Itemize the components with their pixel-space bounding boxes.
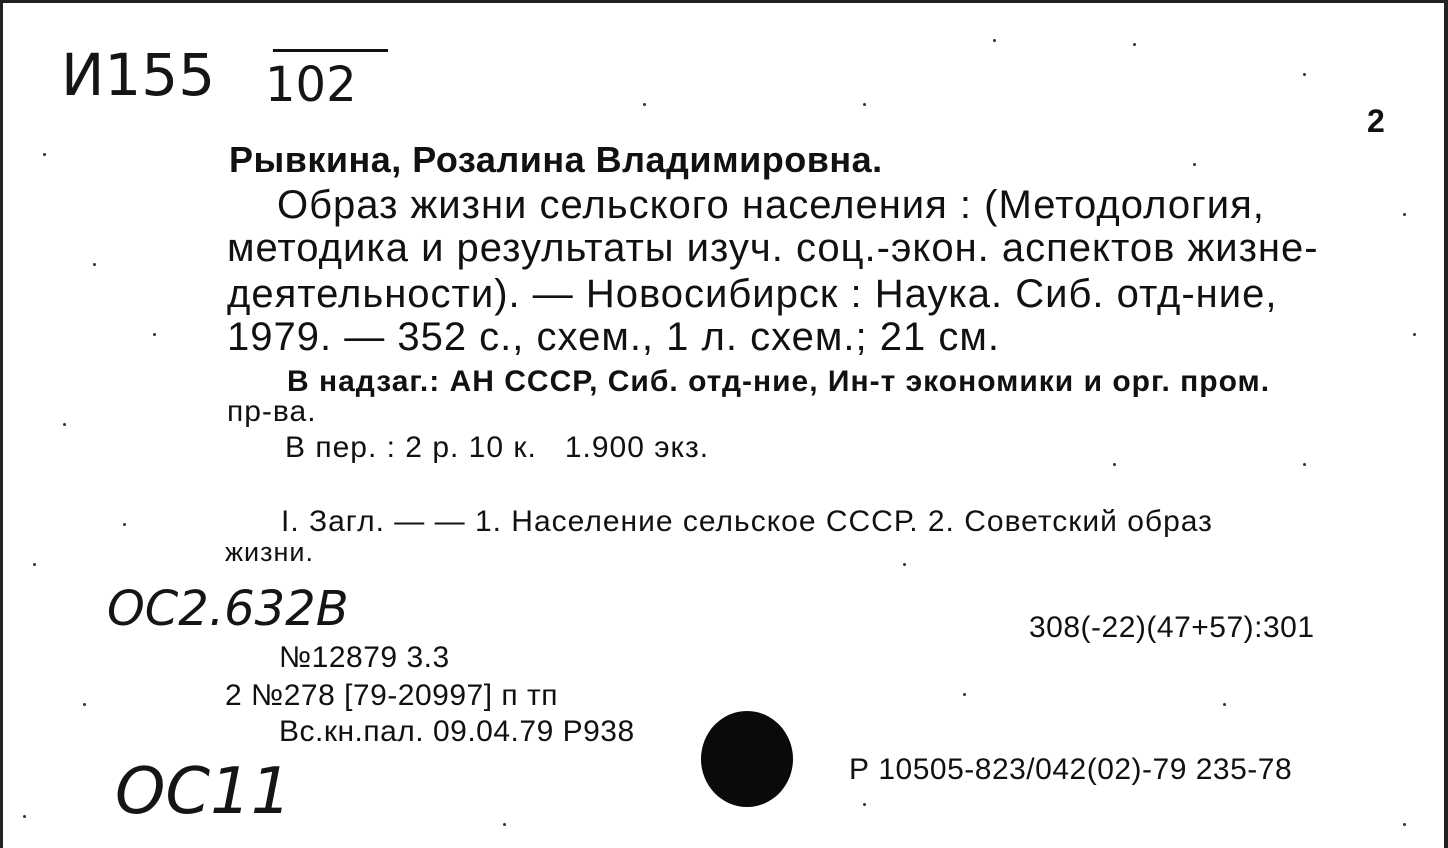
- tracing-line-1: I. Загл. — — 1. Население сельское СССР. 2. Советский образ: [281, 505, 1213, 538]
- scan-speck: [903, 563, 906, 566]
- tracing-line-2: жизни.: [225, 537, 315, 567]
- scan-speck: [1193, 163, 1196, 166]
- author-heading: Рывкина, Розалина Владимировна.: [229, 139, 883, 180]
- book-chamber-line: Вс.кн.пал. 09.04.79 Р938: [279, 715, 635, 748]
- scan-speck: [93, 263, 96, 266]
- scan-speck: [123, 523, 126, 526]
- scan-speck: [993, 39, 996, 42]
- scan-speck: [63, 423, 66, 426]
- scan-speck: [963, 693, 966, 696]
- handwritten-class-code: ОС2.632В: [107, 581, 349, 637]
- classification-number: 308(-22)(47+57):301: [1029, 611, 1315, 644]
- note-line-2: пр-ва.: [227, 395, 317, 428]
- note-line-1: В надзаг.: АН СССР, Сиб. отд-ние, Ин-т экономики и орг. пром.: [287, 365, 1271, 398]
- scan-speck: [43, 153, 46, 156]
- title-line-4: 1979. — 352 с., схем., 1 л. схем.; 21 см.: [227, 315, 1000, 359]
- scan-speck: [83, 703, 86, 706]
- scan-speck: [503, 823, 506, 826]
- scan-speck: [863, 803, 866, 806]
- scan-speck: [1223, 703, 1226, 706]
- scan-speck: [643, 103, 646, 106]
- price-line: В пер. : 2 р. 10 к. 1.900 экз.: [285, 431, 710, 464]
- scan-speck: [1113, 463, 1116, 466]
- handwritten-bottom-code: ОС11: [115, 755, 292, 829]
- title-line-3: деятельности). — Новосибирск : Наука. Сиб. отд-ние,: [227, 272, 1278, 316]
- handwritten-shelf-code: И155: [61, 41, 216, 109]
- page-number: 2: [1367, 103, 1385, 139]
- scan-speck: [1133, 43, 1136, 46]
- record-number: №12879 3.3: [279, 641, 450, 674]
- scan-speck: [1403, 213, 1406, 216]
- scan-speck: [33, 563, 36, 566]
- scan-speck: [23, 815, 26, 818]
- scan-speck: [1403, 823, 1406, 826]
- ink-blot: [701, 711, 793, 807]
- scan-speck: [1303, 463, 1306, 466]
- catalog-code: Р 10505-823/042(02)-79 235-78: [849, 753, 1293, 786]
- handwritten-shelf-code-denominator: 102: [265, 57, 357, 113]
- scan-speck: [1413, 333, 1416, 336]
- title-line-2: методика и результаты изуч. соц.-экон. аспектов жизне-: [227, 226, 1319, 270]
- handwritten-overline: [273, 49, 388, 52]
- scan-speck: [153, 333, 156, 336]
- scan-speck: [863, 103, 866, 106]
- scan-speck: [1303, 73, 1306, 76]
- title-line-1: Образ жизни сельского населения : (Методология,: [277, 183, 1265, 227]
- order-line: 2 №278 [79-20997] п тп: [225, 679, 558, 712]
